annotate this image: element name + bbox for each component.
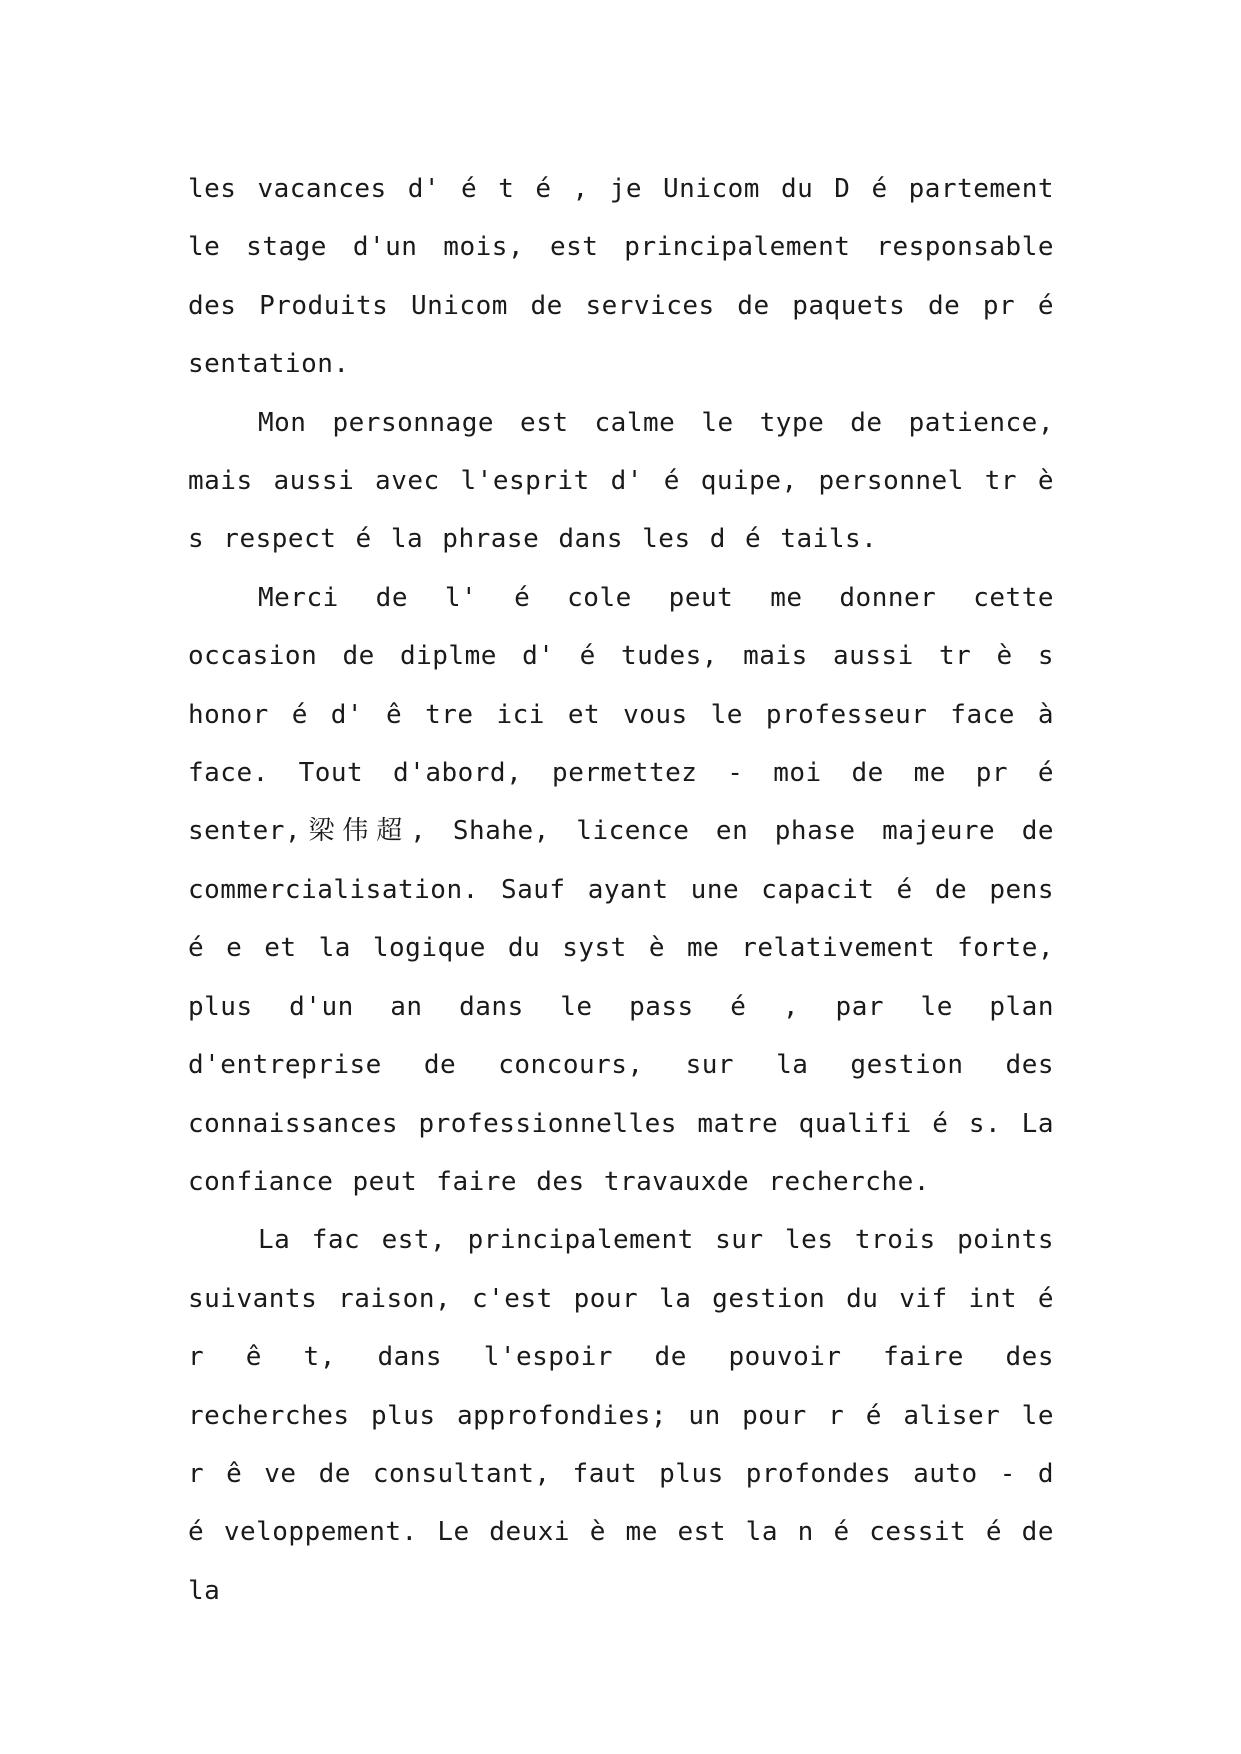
document-body xyxy=(188,160,1054,1620)
paragraph-1: les vacances d' é t é , je Unicom du D é partement le stage d'un mois, est principalement responsable des Produits Unicom de services de paquets de pr é sentation. xyxy=(188,174,1054,380)
paragraph-3: Merci de l' é cole peut me donner cette occasion de diplme d' é tudes, mais aussi tr è s honor é d' ê tre ici et vous le professeur face à face. Tout d'abord, permettez - moi de me pr é senter,梁伟超, Shahe, licence en phase majeure de commercialisation. Sauf ayant une capacit é de pens é e et la logique du syst è me relativement forte, plus d'un an dans le pass é , par le plan d'entreprise de concours, sur la gestion des connaissances professionnelles matre qualifi é s. La confiance peut faire des travauxde recherche. xyxy=(188,582,1054,1197)
paragraph-4: La fac est, principalement sur les trois points suivants raison, c'est pour la gestion du vif int é r ê t, dans l'espoir de pouvoir faire des recherches plus approfondies; un pour r é aliser le r ê ve de consultant, faut plus profondes auto - d é veloppement. Le deuxi è me est la n é cessit é de la xyxy=(188,1225,1054,1606)
paragraph-2: Mon personnage est calme le type de patience, mais aussi avec l'esprit d' é quipe, personnel tr è s respect é la phrase dans les d é tails. xyxy=(188,407,1054,555)
